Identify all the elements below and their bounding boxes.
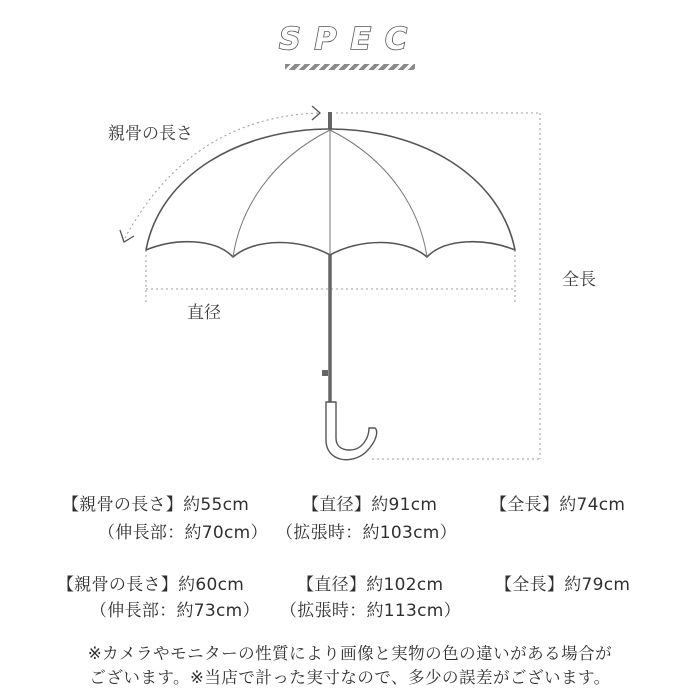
spec2-diameter: 【直径】約102cm xyxy=(297,575,444,595)
umbrella-handle xyxy=(326,402,377,460)
shaft-runner xyxy=(322,370,328,376)
spec2-rib-extended: （伸長部：約73cm） xyxy=(90,601,260,621)
spec1-rib-extended: （伸長部：約70cm） xyxy=(98,523,268,543)
spec1-diameter-extended: （拡張時：約103cm） xyxy=(276,523,457,543)
spec-title: SPEC xyxy=(278,22,422,57)
spec1-diameter: 【直径】約91cm xyxy=(302,495,438,515)
spec1-total: 【全長】約74cm xyxy=(490,495,626,515)
diameter-label: 直径 xyxy=(187,303,221,323)
spec1-rib: 【親骨の長さ】約55cm xyxy=(62,495,250,515)
spec2-diameter-extended: （拡張時：約113cm） xyxy=(280,601,461,621)
spec2-total: 【全長】約79cm xyxy=(495,575,631,595)
rib-arrow-bottom xyxy=(120,230,134,242)
note-line-2: ございます。※当店で計った実寸なので、多少の誤差がございます。 xyxy=(89,668,611,687)
spec2-rib: 【親骨の長さ】約60cm xyxy=(57,575,245,595)
note-line-1: ※カメラやモニターの性質により画像と実物の色の違いがある場合が xyxy=(87,644,613,663)
total-length-label: 全長 xyxy=(562,270,596,290)
rib-length-label: 親骨の長さ xyxy=(108,124,193,144)
